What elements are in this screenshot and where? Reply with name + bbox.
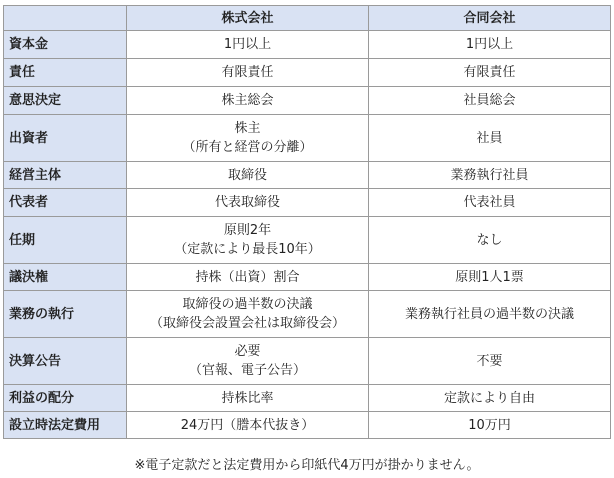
row-label: 出資者 bbox=[4, 115, 127, 162]
table-body bbox=[4, 31, 611, 439]
cell-text: （官報、電子公告） bbox=[188, 363, 306, 378]
cell-kabushiki bbox=[127, 338, 369, 385]
cell-kabushiki bbox=[127, 87, 369, 115]
row-label: 議決権 bbox=[4, 264, 127, 291]
cell-text: 業務執行社員 bbox=[450, 167, 529, 183]
cell-text: 持株比率 bbox=[221, 390, 274, 406]
cell-text: 10万円 bbox=[468, 417, 511, 433]
cell-text: 有限責任 bbox=[221, 65, 274, 80]
cell-text: 必要 bbox=[234, 344, 261, 359]
cell-text: 取締役の過半数の決議 bbox=[182, 297, 313, 312]
cell-kabushiki bbox=[127, 189, 369, 217]
table-row bbox=[4, 59, 611, 87]
cell-godo bbox=[369, 385, 611, 412]
cell-text: 1円以上 bbox=[223, 37, 272, 52]
table-row bbox=[4, 291, 611, 338]
cell-text: 社員 bbox=[476, 130, 503, 146]
row-label: 業務の執行 bbox=[4, 291, 127, 338]
cell-kabushiki bbox=[127, 264, 369, 291]
cell-godo bbox=[369, 31, 611, 59]
cell-text: 24万円（謄本代抜き） bbox=[180, 417, 315, 433]
header-row bbox=[4, 6, 611, 31]
cell-kabushiki bbox=[127, 217, 369, 264]
table-row bbox=[4, 217, 611, 264]
cell-godo bbox=[369, 291, 611, 338]
cell-text: （定款により最長10年） bbox=[174, 242, 321, 257]
cell-text: （取締役会設置会社は取締役会） bbox=[149, 316, 345, 331]
cell-text: 株主 bbox=[234, 121, 261, 136]
table-row bbox=[4, 87, 611, 115]
cell-text: （所有と経営の分離） bbox=[182, 140, 313, 155]
cell-godo bbox=[369, 264, 611, 291]
header-godo: 合同会社 bbox=[369, 6, 611, 31]
cell-kabushiki bbox=[127, 115, 369, 162]
row-label: 経営主体 bbox=[4, 162, 127, 189]
table-row bbox=[4, 264, 611, 291]
table-row bbox=[4, 115, 611, 162]
cell-text: 社員総会 bbox=[463, 93, 516, 108]
cell-godo bbox=[369, 87, 611, 115]
table-row bbox=[4, 338, 611, 385]
cell-text: 代表取締役 bbox=[214, 195, 280, 210]
cell-text: なし bbox=[476, 232, 503, 248]
row-label: 利益の配分 bbox=[4, 385, 127, 412]
cell-text: 不要 bbox=[476, 353, 503, 369]
row-label: 資本金 bbox=[4, 31, 127, 59]
cell-kabushiki bbox=[127, 31, 369, 59]
comparison-table bbox=[3, 5, 611, 439]
header-corner-cell bbox=[4, 6, 127, 31]
row-label: 決算公告 bbox=[4, 338, 127, 385]
table-row bbox=[4, 189, 611, 217]
row-label: 任期 bbox=[4, 217, 127, 264]
cell-text: 代表社員 bbox=[463, 195, 516, 210]
cell-text: 定款により自由 bbox=[443, 390, 535, 406]
cell-godo bbox=[369, 338, 611, 385]
cell-text: 業務執行社員の過半数の決議 bbox=[404, 306, 574, 322]
cell-text: 持株（出資）割合 bbox=[195, 269, 300, 285]
cell-godo bbox=[369, 59, 611, 87]
header-kabushiki: 株式会社 bbox=[127, 6, 369, 31]
cell-text: 株主総会 bbox=[221, 93, 274, 108]
cell-kabushiki bbox=[127, 162, 369, 189]
table-row bbox=[4, 162, 611, 189]
row-label: 責任 bbox=[4, 59, 127, 87]
cell-text: 1円以上 bbox=[465, 37, 514, 52]
cell-text: 原則2年 bbox=[223, 223, 272, 238]
cell-godo bbox=[369, 162, 611, 189]
cell-text: 取締役 bbox=[227, 167, 267, 183]
table-row bbox=[4, 31, 611, 59]
cell-kabushiki bbox=[127, 412, 369, 439]
cell-kabushiki bbox=[127, 291, 369, 338]
row-label: 代表者 bbox=[4, 189, 127, 217]
cell-kabushiki bbox=[127, 59, 369, 87]
cell-godo bbox=[369, 217, 611, 264]
cell-text: 原則1人1票 bbox=[455, 269, 524, 285]
cell-godo bbox=[369, 189, 611, 217]
row-label: 意思決定 bbox=[4, 87, 127, 115]
table-row bbox=[4, 412, 611, 439]
table-row bbox=[4, 385, 611, 412]
cell-godo bbox=[369, 115, 611, 162]
footnote: ※電子定款だと法定費用から印紙代4万円が掛かりません。 bbox=[134, 458, 480, 473]
cell-text: 有限責任 bbox=[463, 65, 516, 80]
row-label: 設立時法定費用 bbox=[4, 412, 127, 439]
cell-godo bbox=[369, 412, 611, 439]
cell-kabushiki bbox=[127, 385, 369, 412]
